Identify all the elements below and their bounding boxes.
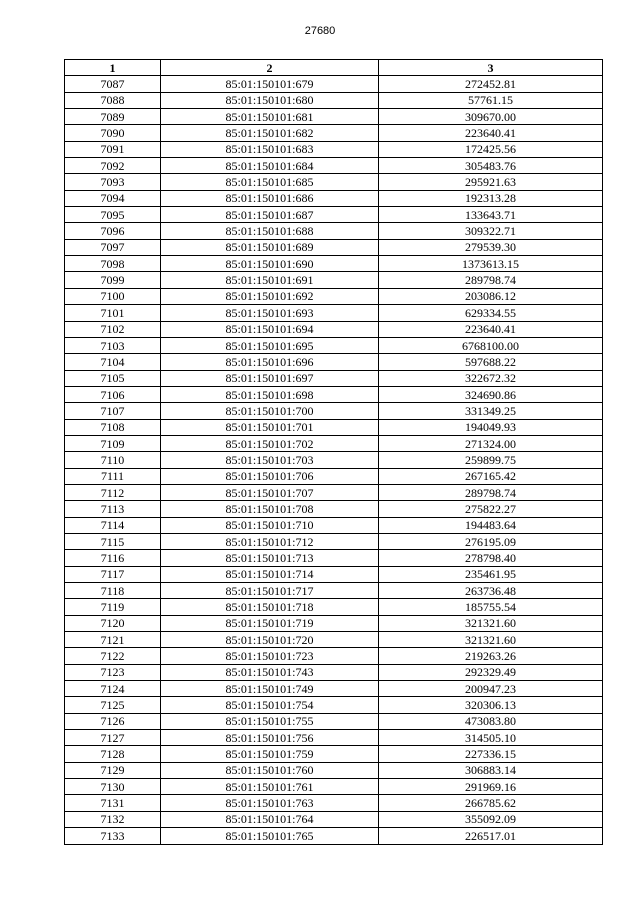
cadastral-number-cell: 85:01:150101:749	[161, 681, 379, 697]
row-number-cell: 7102	[65, 321, 161, 337]
value-cell: 203086.12	[379, 288, 603, 304]
value-cell: 227336.15	[379, 746, 603, 762]
value-cell: 291969.16	[379, 779, 603, 795]
row-number-cell: 7125	[65, 697, 161, 713]
value-cell: 355092.09	[379, 811, 603, 827]
value-cell: 309322.71	[379, 223, 603, 239]
row-number-cell: 7109	[65, 435, 161, 451]
table-row	[65, 403, 603, 419]
cadastral-number-cell: 85:01:150101:713	[161, 550, 379, 566]
row-number-cell: 7099	[65, 272, 161, 288]
value-cell: 133643.71	[379, 207, 603, 223]
row-number-cell: 7101	[65, 305, 161, 321]
value-cell: 267165.42	[379, 468, 603, 484]
value-cell: 324690.86	[379, 386, 603, 402]
value-cell: 320306.13	[379, 697, 603, 713]
table-header-row	[65, 60, 603, 76]
cadastral-number-cell: 85:01:150101:760	[161, 762, 379, 778]
row-number-cell: 7133	[65, 828, 161, 844]
row-number-cell: 7121	[65, 632, 161, 648]
table-row	[65, 746, 603, 762]
cadastral-number-cell: 85:01:150101:700	[161, 403, 379, 419]
value-cell: 223640.41	[379, 321, 603, 337]
cadastral-number-cell: 85:01:150101:685	[161, 174, 379, 190]
table-row	[65, 599, 603, 615]
cadastral-number-cell: 85:01:150101:706	[161, 468, 379, 484]
table-row	[65, 272, 603, 288]
row-number-cell: 7107	[65, 403, 161, 419]
value-cell: 309670.00	[379, 109, 603, 125]
value-cell: 271324.00	[379, 435, 603, 451]
cadastral-number-cell: 85:01:150101:763	[161, 795, 379, 811]
table-row	[65, 158, 603, 174]
row-number-cell: 7093	[65, 174, 161, 190]
value-cell: 321321.60	[379, 615, 603, 631]
cadastral-number-cell: 85:01:150101:702	[161, 435, 379, 451]
row-number-cell: 7100	[65, 288, 161, 304]
table-row	[65, 207, 603, 223]
table-row	[65, 648, 603, 664]
value-cell: 314505.10	[379, 730, 603, 746]
table-row	[65, 223, 603, 239]
cadastral-number-cell: 85:01:150101:761	[161, 779, 379, 795]
table-row	[65, 566, 603, 582]
table-row	[65, 419, 603, 435]
table-row	[65, 370, 603, 386]
row-number-cell: 7120	[65, 615, 161, 631]
cadastral-number-cell: 85:01:150101:683	[161, 141, 379, 157]
row-number-cell: 7127	[65, 730, 161, 746]
register-table	[64, 59, 603, 845]
cadastral-number-cell: 85:01:150101:687	[161, 207, 379, 223]
cadastral-number-cell: 85:01:150101:723	[161, 648, 379, 664]
row-number-cell: 7128	[65, 746, 161, 762]
value-cell: 235461.95	[379, 566, 603, 582]
table-row	[65, 795, 603, 811]
table-row	[65, 681, 603, 697]
cadastral-number-cell: 85:01:150101:679	[161, 76, 379, 92]
row-number-cell: 7117	[65, 566, 161, 582]
cadastral-number-cell: 85:01:150101:690	[161, 256, 379, 272]
page-number: 27680	[304, 25, 336, 37]
value-cell: 289798.74	[379, 272, 603, 288]
cadastral-number-cell: 85:01:150101:696	[161, 354, 379, 370]
table-row	[65, 828, 603, 844]
value-cell: 192313.28	[379, 190, 603, 206]
value-cell: 259899.75	[379, 452, 603, 468]
cadastral-number-cell: 85:01:150101:691	[161, 272, 379, 288]
value-cell: 295921.63	[379, 174, 603, 190]
cadastral-number-cell: 85:01:150101:754	[161, 697, 379, 713]
cadastral-number-cell: 85:01:150101:712	[161, 533, 379, 549]
row-number-cell: 7096	[65, 223, 161, 239]
column-header-1: 1	[65, 60, 161, 76]
cadastral-number-cell: 85:01:150101:689	[161, 239, 379, 255]
cadastral-number-cell: 85:01:150101:743	[161, 664, 379, 680]
row-number-cell: 7123	[65, 664, 161, 680]
cadastral-number-cell: 85:01:150101:698	[161, 386, 379, 402]
value-cell: 185755.54	[379, 599, 603, 615]
cadastral-number-cell: 85:01:150101:708	[161, 501, 379, 517]
value-cell: 219263.26	[379, 648, 603, 664]
cadastral-number-cell: 85:01:150101:693	[161, 305, 379, 321]
table-row	[65, 501, 603, 517]
table-row	[65, 125, 603, 141]
value-cell: 322672.32	[379, 370, 603, 386]
value-cell: 200947.23	[379, 681, 603, 697]
value-cell: 331349.25	[379, 403, 603, 419]
table-row	[65, 811, 603, 827]
value-cell: 292329.49	[379, 664, 603, 680]
row-number-cell: 7104	[65, 354, 161, 370]
row-number-cell: 7115	[65, 533, 161, 549]
table-row	[65, 190, 603, 206]
row-number-cell: 7118	[65, 583, 161, 599]
table-row	[65, 632, 603, 648]
cadastral-number-cell: 85:01:150101:682	[161, 125, 379, 141]
value-cell: 305483.76	[379, 158, 603, 174]
row-number-cell: 7103	[65, 337, 161, 353]
table-row	[65, 533, 603, 549]
cadastral-number-cell: 85:01:150101:714	[161, 566, 379, 582]
value-cell: 226517.01	[379, 828, 603, 844]
table-body	[65, 76, 603, 844]
cadastral-number-cell: 85:01:150101:720	[161, 632, 379, 648]
table-row	[65, 550, 603, 566]
row-number-cell: 7091	[65, 141, 161, 157]
table-row	[65, 435, 603, 451]
row-number-cell: 7097	[65, 239, 161, 255]
row-number-cell: 7116	[65, 550, 161, 566]
table-row	[65, 386, 603, 402]
cadastral-number-cell: 85:01:150101:759	[161, 746, 379, 762]
table-row	[65, 305, 603, 321]
cadastral-number-cell: 85:01:150101:694	[161, 321, 379, 337]
table-row	[65, 517, 603, 533]
table-row	[65, 76, 603, 92]
table-row	[65, 664, 603, 680]
value-cell: 223640.41	[379, 125, 603, 141]
row-number-cell: 7112	[65, 484, 161, 500]
row-number-cell: 7089	[65, 109, 161, 125]
row-number-cell: 7087	[65, 76, 161, 92]
row-number-cell: 7132	[65, 811, 161, 827]
row-number-cell: 7090	[65, 125, 161, 141]
cadastral-number-cell: 85:01:150101:756	[161, 730, 379, 746]
row-number-cell: 7129	[65, 762, 161, 778]
row-number-cell: 7114	[65, 517, 161, 533]
table-row	[65, 583, 603, 599]
table-row	[65, 779, 603, 795]
value-cell: 276195.09	[379, 533, 603, 549]
table-row	[65, 762, 603, 778]
cadastral-number-cell: 85:01:150101:703	[161, 452, 379, 468]
value-cell: 306883.14	[379, 762, 603, 778]
value-cell: 6768100.00	[379, 337, 603, 353]
value-cell: 57761.15	[379, 92, 603, 108]
value-cell: 278798.40	[379, 550, 603, 566]
row-number-cell: 7092	[65, 158, 161, 174]
value-cell: 272452.81	[379, 76, 603, 92]
row-number-cell: 7122	[65, 648, 161, 664]
table-row	[65, 92, 603, 108]
value-cell: 289798.74	[379, 484, 603, 500]
row-number-cell: 7126	[65, 713, 161, 729]
table-row	[65, 337, 603, 353]
table-row	[65, 174, 603, 190]
table-row	[65, 484, 603, 500]
table-row	[65, 141, 603, 157]
cadastral-number-cell: 85:01:150101:719	[161, 615, 379, 631]
value-cell: 1373613.15	[379, 256, 603, 272]
table-row	[65, 452, 603, 468]
table-row	[65, 713, 603, 729]
cadastral-number-cell: 85:01:150101:764	[161, 811, 379, 827]
table-row	[65, 239, 603, 255]
value-cell: 473083.80	[379, 713, 603, 729]
value-cell: 194049.93	[379, 419, 603, 435]
value-cell: 321321.60	[379, 632, 603, 648]
cadastral-number-cell: 85:01:150101:701	[161, 419, 379, 435]
value-cell: 266785.62	[379, 795, 603, 811]
value-cell: 597688.22	[379, 354, 603, 370]
row-number-cell: 7130	[65, 779, 161, 795]
cadastral-number-cell: 85:01:150101:710	[161, 517, 379, 533]
row-number-cell: 7094	[65, 190, 161, 206]
value-cell: 279539.30	[379, 239, 603, 255]
row-number-cell: 7110	[65, 452, 161, 468]
cadastral-number-cell: 85:01:150101:755	[161, 713, 379, 729]
table-row	[65, 730, 603, 746]
row-number-cell: 7095	[65, 207, 161, 223]
row-number-cell: 7124	[65, 681, 161, 697]
cadastral-number-cell: 85:01:150101:692	[161, 288, 379, 304]
row-number-cell: 7108	[65, 419, 161, 435]
value-cell: 263736.48	[379, 583, 603, 599]
table-row	[65, 256, 603, 272]
value-cell: 172425.56	[379, 141, 603, 157]
table-row	[65, 288, 603, 304]
row-number-cell: 7111	[65, 468, 161, 484]
table-row	[65, 468, 603, 484]
row-number-cell: 7088	[65, 92, 161, 108]
value-cell: 194483.64	[379, 517, 603, 533]
row-number-cell: 7105	[65, 370, 161, 386]
value-cell: 275822.27	[379, 501, 603, 517]
table-row	[65, 321, 603, 337]
row-number-cell: 7098	[65, 256, 161, 272]
row-number-cell: 7131	[65, 795, 161, 811]
table-row	[65, 354, 603, 370]
cadastral-number-cell: 85:01:150101:680	[161, 92, 379, 108]
row-number-cell: 7113	[65, 501, 161, 517]
cadastral-number-cell: 85:01:150101:718	[161, 599, 379, 615]
column-header-3: 3	[379, 60, 603, 76]
value-cell: 629334.55	[379, 305, 603, 321]
column-header-2: 2	[161, 60, 379, 76]
cadastral-number-cell: 85:01:150101:707	[161, 484, 379, 500]
row-number-cell: 7106	[65, 386, 161, 402]
row-number-cell: 7119	[65, 599, 161, 615]
cadastral-number-cell: 85:01:150101:686	[161, 190, 379, 206]
cadastral-number-cell: 85:01:150101:765	[161, 828, 379, 844]
table-row	[65, 109, 603, 125]
table-row	[65, 615, 603, 631]
cadastral-number-cell: 85:01:150101:684	[161, 158, 379, 174]
cadastral-number-cell: 85:01:150101:681	[161, 109, 379, 125]
cadastral-number-cell: 85:01:150101:697	[161, 370, 379, 386]
cadastral-number-cell: 85:01:150101:688	[161, 223, 379, 239]
cadastral-number-cell: 85:01:150101:717	[161, 583, 379, 599]
table-row	[65, 697, 603, 713]
cadastral-number-cell: 85:01:150101:695	[161, 337, 379, 353]
